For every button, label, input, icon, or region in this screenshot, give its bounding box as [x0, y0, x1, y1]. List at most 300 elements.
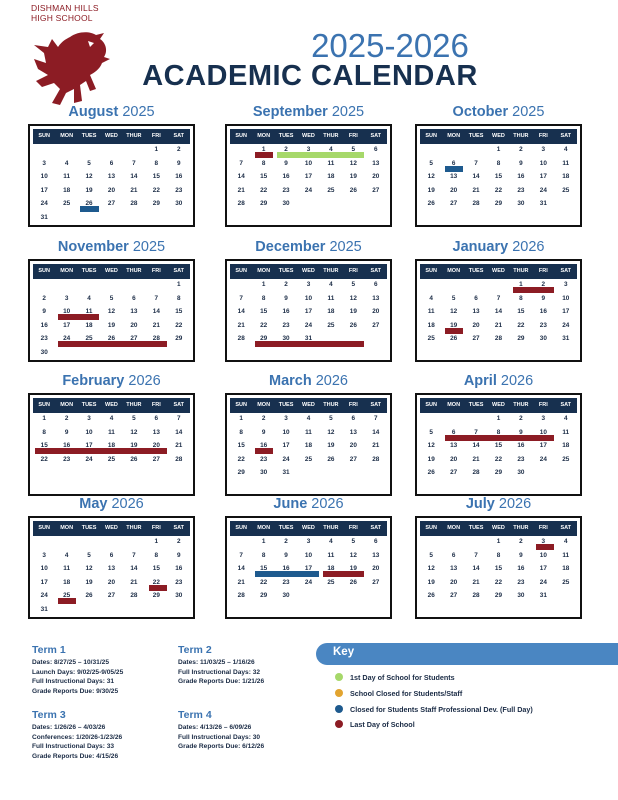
day-cell: 28: [175, 455, 183, 463]
day-cell: [230, 536, 252, 550]
day-cell: 26: [130, 455, 138, 463]
day-cell: 19: [427, 578, 435, 586]
day-cell: 21: [175, 442, 183, 449]
day-cell: 14: [237, 173, 245, 180]
month-title: May 2026: [79, 496, 144, 512]
day-cell: 8: [239, 428, 243, 436]
day-cell: [465, 279, 487, 293]
weekday-label: SAT: [173, 133, 185, 139]
month-september: [225, 102, 392, 227]
weekday-label: SUN: [235, 133, 248, 139]
day-cell: 5: [87, 551, 91, 559]
day-cell: 26: [107, 335, 116, 342]
day-grid: [230, 413, 387, 493]
day-cell: 27: [450, 469, 458, 476]
day-cell: [365, 590, 387, 604]
day-cell: [33, 279, 55, 293]
page-title: ACADEMIC CALENDAR: [142, 60, 478, 92]
day-cell: 22: [152, 578, 160, 586]
day-cell: 4: [64, 159, 69, 167]
day-cell: 17: [304, 308, 313, 315]
key-item-first-day: 1st Day of School for Students: [335, 673, 455, 682]
month-february: [28, 371, 195, 496]
day-cell: [365, 198, 387, 212]
day-cell: 26: [427, 592, 435, 599]
day-cell: 22: [260, 321, 268, 329]
day-cell: 10: [40, 173, 48, 180]
weekday-label: TUES: [81, 133, 97, 139]
day-cell: 1: [42, 415, 46, 422]
weekday-label: SAT: [560, 402, 572, 408]
day-cell: 7: [176, 415, 181, 422]
day-cell: 1: [176, 281, 181, 288]
day-cell: 8: [496, 428, 501, 436]
day-cell: 7: [239, 551, 243, 559]
day-cell: 25: [562, 455, 570, 463]
weekday-label: WED: [105, 402, 118, 408]
day-cell: 28: [237, 335, 245, 342]
weekday-label: WED: [105, 133, 118, 139]
day-cell: 5: [429, 159, 433, 167]
day-cell: [123, 212, 145, 226]
day-cell: 11: [327, 159, 335, 167]
weekday-label: TUES: [468, 402, 484, 408]
weekday-label: THUR: [126, 268, 142, 274]
weekday-label: FRI: [151, 402, 161, 408]
weekday-label: MON: [447, 268, 461, 274]
month-title: January 2026: [452, 239, 545, 255]
day-cell: 3: [541, 538, 546, 545]
day-cell: 5: [351, 146, 356, 153]
weekday-label: FRI: [538, 402, 548, 408]
day-cell: 20: [472, 321, 480, 329]
day-cell: 2: [261, 415, 266, 422]
day-grid: [33, 536, 190, 616]
weekday-label: FRI: [348, 268, 358, 274]
day-cell: 22: [494, 578, 503, 586]
day-cell: 21: [152, 321, 160, 329]
day-cell: 22: [517, 321, 525, 329]
day-grid: [420, 413, 577, 493]
day-cell: [297, 467, 319, 481]
day-cell: 8: [261, 159, 266, 167]
day-cell: 23: [517, 455, 525, 463]
day-cell: 15: [260, 173, 268, 180]
key-header: Key: [316, 643, 618, 665]
day-cell: 22: [494, 455, 503, 463]
day-cell: 10: [63, 308, 71, 315]
day-cell: 6: [109, 551, 114, 559]
day-cell: 29: [152, 592, 160, 599]
day-cell: 7: [132, 159, 136, 167]
day-cell: [55, 604, 77, 618]
day-cell: 11: [63, 565, 71, 572]
day-cell: 16: [282, 308, 290, 315]
day-cell: 29: [494, 592, 503, 599]
day-cell: 11: [327, 551, 335, 559]
day-cell: 7: [154, 294, 159, 302]
day-cell: [33, 144, 55, 158]
day-cell: 15: [40, 442, 48, 449]
day-cell: 2: [64, 415, 69, 422]
day-cell: 9: [519, 159, 523, 167]
day-cell: [320, 590, 342, 604]
day-cell: [123, 279, 145, 293]
day-cell: 16: [539, 308, 547, 315]
weekday-label: SUN: [425, 268, 438, 274]
day-cell: 26: [450, 335, 458, 342]
month-title: March 2026: [268, 373, 348, 389]
day-cell: 12: [427, 565, 435, 572]
day-grid: [420, 536, 577, 616]
day-cell: [100, 536, 122, 550]
weekday-label: TUES: [278, 268, 294, 274]
day-cell: 10: [539, 551, 547, 559]
day-cell: 24: [539, 186, 547, 194]
day-cell: 21: [372, 442, 380, 449]
day-cell: 30: [282, 335, 290, 342]
day-cell: 6: [373, 146, 378, 153]
key-item-school-closed: School Closed for Students/Staff: [335, 689, 462, 698]
day-cell: 29: [260, 335, 268, 342]
day-cell: [123, 536, 145, 550]
day-cell: 29: [494, 469, 503, 476]
day-cell: 15: [494, 173, 503, 180]
day-cell: 27: [372, 578, 380, 586]
month-title: August 2025: [68, 104, 155, 120]
day-cell: 3: [541, 415, 546, 422]
day-cell: 18: [327, 308, 335, 315]
weekday-header: [230, 521, 387, 536]
day-cell: 14: [175, 428, 183, 436]
weekday-label: THUR: [323, 525, 339, 531]
weekday-label: SAT: [560, 525, 572, 531]
day-cell: [145, 279, 167, 293]
day-cell: 13: [349, 428, 357, 436]
day-cell: 30: [282, 200, 290, 207]
day-cell: 28: [472, 200, 480, 207]
day-cell: 14: [237, 308, 245, 315]
weekday-label: SUN: [235, 525, 248, 531]
day-cell: 27: [349, 455, 357, 463]
month-box: [415, 516, 582, 619]
day-cell: [320, 467, 342, 481]
month-title: November 2025: [57, 239, 166, 255]
weekday-header: [230, 129, 387, 144]
day-cell: 17: [539, 173, 547, 180]
day-cell: 6: [132, 294, 136, 302]
day-cell: [342, 467, 364, 481]
day-cell: 19: [349, 308, 357, 315]
day-cell: 15: [152, 565, 160, 572]
day-cell: 12: [349, 294, 357, 302]
day-cell: 11: [427, 308, 435, 315]
day-cell: 23: [282, 186, 290, 194]
weekday-label: SAT: [560, 268, 572, 274]
weekday-header: [230, 398, 387, 413]
day-cell: 21: [472, 455, 480, 463]
day-grid: [33, 413, 190, 493]
day-cell: 16: [517, 565, 525, 572]
day-grid: [230, 536, 387, 616]
weekday-label: SUN: [38, 133, 51, 139]
day-cell: 4: [87, 294, 91, 302]
day-cell: 6: [373, 538, 378, 545]
day-cell: 13: [372, 551, 380, 559]
day-cell: 10: [304, 159, 313, 167]
day-cell: 16: [175, 173, 183, 180]
day-cell: 21: [472, 186, 480, 194]
weekday-label: WED: [302, 525, 315, 531]
day-cell: 30: [517, 200, 525, 207]
day-cell: 9: [42, 308, 46, 315]
day-cell: 19: [107, 321, 116, 329]
day-cell: 2: [176, 146, 181, 153]
day-cell: 27: [450, 200, 458, 207]
day-cell: 14: [152, 308, 160, 315]
day-cell: 2: [519, 415, 523, 422]
day-cell: 25: [327, 578, 335, 586]
month-july: [415, 494, 582, 619]
day-grid: [33, 144, 190, 224]
weekday-label: SAT: [173, 268, 185, 274]
day-cell: [168, 604, 190, 618]
day-cell: 18: [304, 442, 313, 449]
month-box: [415, 124, 582, 227]
month-title: September 2025: [252, 104, 365, 120]
day-cell: 6: [474, 294, 478, 302]
day-cell: 15: [175, 308, 183, 315]
day-cell: 16: [63, 442, 71, 449]
day-cell: [365, 467, 387, 481]
day-cell: 29: [237, 469, 245, 476]
month-title: April 2026: [463, 373, 534, 389]
day-cell: 4: [306, 415, 311, 422]
weekday-label: TUES: [468, 525, 484, 531]
day-cell: 16: [517, 442, 525, 449]
day-cell: 24: [539, 455, 547, 463]
day-cell: 19: [130, 442, 138, 449]
weekday-header: [33, 264, 190, 279]
day-cell: 6: [351, 415, 356, 422]
day-cell: 12: [85, 565, 93, 572]
day-cell: 25: [562, 578, 570, 586]
day-cell: 29: [175, 335, 183, 342]
weekday-header: [420, 129, 577, 144]
day-cell: 7: [132, 551, 136, 559]
weekday-label: MON: [60, 525, 74, 531]
day-cell: 4: [64, 551, 69, 559]
day-cell: 23: [282, 578, 290, 586]
day-cell: 31: [539, 200, 547, 207]
day-cell: [100, 279, 122, 293]
day-cell: 16: [282, 173, 290, 180]
day-cell: 23: [517, 186, 525, 194]
day-cell: 31: [539, 592, 547, 599]
day-cell: 24: [85, 455, 93, 463]
day-grid: [420, 279, 577, 359]
day-cell: 30: [260, 469, 268, 476]
day-cell: 5: [87, 159, 91, 167]
day-cell: 12: [85, 173, 93, 180]
day-cell: 8: [496, 551, 501, 559]
day-cell: 9: [176, 159, 181, 167]
weekday-label: FRI: [538, 525, 548, 531]
day-cell: 12: [349, 159, 357, 167]
day-cell: [33, 536, 55, 550]
day-cell: [487, 279, 509, 293]
day-cell: 15: [237, 442, 245, 449]
day-cell: 24: [40, 592, 48, 599]
month-box: [28, 124, 195, 227]
weekday-label: SUN: [235, 402, 248, 408]
day-cell: 31: [40, 605, 48, 613]
term-1-info: Term 1 Dates: 8/27/25 – 10/31/25 Launch Days: 9/02/25-9/05/25 Full Instructional Days: 31 Grade Reports Due: 9/30/25: [32, 644, 124, 695]
month-title: February 2026: [62, 373, 161, 389]
day-cell: 3: [541, 146, 546, 153]
day-cell: [297, 590, 319, 604]
day-cell: 16: [260, 442, 268, 449]
day-cell: 28: [472, 592, 480, 599]
day-cell: 7: [373, 415, 378, 422]
day-cell: 19: [349, 173, 357, 180]
weekday-label: TUES: [468, 133, 484, 139]
weekday-label: THUR: [126, 133, 142, 139]
weekday-label: WED: [302, 268, 315, 274]
day-cell: 6: [451, 428, 456, 436]
weekday-label: THUR: [323, 133, 339, 139]
day-grid: [230, 279, 387, 359]
day-cell: [168, 212, 190, 226]
weekday-label: THUR: [513, 525, 529, 531]
day-cell: 15: [494, 565, 503, 572]
day-cell: 22: [494, 186, 503, 194]
day-cell: 2: [519, 538, 523, 545]
month-june: [225, 494, 392, 619]
weekday-label: TUES: [278, 525, 294, 531]
red-dot-icon: [335, 720, 343, 728]
day-cell: 23: [282, 321, 290, 329]
day-cell: 2: [541, 281, 546, 288]
day-cell: [465, 536, 487, 550]
day-cell: 10: [304, 551, 313, 559]
day-cell: 9: [261, 428, 266, 436]
day-cell: 15: [260, 565, 268, 572]
month-december: [225, 237, 392, 362]
day-cell: [420, 413, 442, 427]
weekday-label: WED: [492, 402, 505, 408]
day-cell: 2: [284, 281, 288, 288]
day-cell: 19: [450, 321, 458, 329]
month-box: [28, 259, 195, 362]
day-cell: 27: [372, 321, 380, 329]
day-cell: 2: [284, 146, 288, 153]
day-cell: [442, 536, 464, 550]
day-cell: 26: [327, 455, 335, 463]
day-cell: 29: [260, 200, 268, 207]
day-cell: 7: [239, 294, 243, 302]
weekday-label: THUR: [126, 525, 142, 531]
weekday-header: [420, 398, 577, 413]
day-cell: 18: [85, 321, 93, 329]
day-cell: 13: [152, 428, 160, 436]
day-cell: 1: [519, 281, 523, 288]
month-box: [415, 259, 582, 362]
month-title: July 2026: [465, 496, 532, 512]
day-cell: 31: [304, 335, 313, 342]
day-cell: 28: [237, 200, 245, 207]
day-cell: [420, 536, 442, 550]
day-cell: 14: [494, 308, 503, 315]
day-cell: 21: [237, 186, 245, 194]
day-cell: 4: [329, 146, 333, 153]
day-cell: 7: [239, 159, 243, 167]
day-cell: 16: [282, 565, 290, 572]
day-grid: [420, 144, 577, 224]
weekday-label: SUN: [38, 525, 51, 531]
day-cell: [78, 536, 100, 550]
day-cell: 4: [563, 415, 568, 422]
day-cell: 3: [306, 146, 311, 153]
day-cell: 4: [429, 294, 433, 302]
day-cell: 13: [450, 173, 458, 180]
day-cell: 24: [562, 321, 570, 329]
day-cell: 3: [42, 159, 46, 167]
weekday-label: SAT: [370, 525, 382, 531]
key-item-professional-dev: Closed for Students Staff Professional Dev. (Full Day): [335, 705, 533, 714]
day-cell: 3: [284, 415, 288, 422]
day-cell: 5: [109, 294, 114, 302]
day-cell: 1: [154, 538, 159, 545]
day-cell: 20: [372, 173, 380, 180]
day-cell: 28: [494, 335, 503, 342]
weekday-header: [230, 264, 387, 279]
day-cell: 22: [40, 455, 48, 463]
day-cell: 14: [130, 173, 138, 180]
day-cell: 26: [85, 592, 93, 599]
day-cell: 17: [85, 442, 93, 449]
green-dot-icon: [335, 673, 343, 681]
day-cell: [555, 590, 577, 604]
day-cell: [78, 347, 100, 361]
weekday-label: FRI: [538, 133, 548, 139]
day-cell: 5: [132, 415, 136, 422]
day-cell: 2: [42, 294, 46, 302]
day-grid: [230, 144, 387, 224]
school-year: 2025-2026: [311, 27, 469, 64]
day-cell: 15: [152, 173, 160, 180]
day-cell: 17: [63, 321, 71, 329]
day-cell: 18: [63, 186, 71, 194]
month-box: [415, 393, 582, 496]
day-cell: 8: [261, 294, 266, 302]
day-cell: 6: [154, 415, 159, 422]
day-cell: 28: [130, 592, 138, 599]
day-cell: 10: [85, 428, 93, 436]
day-cell: 23: [63, 455, 71, 463]
day-cell: [465, 144, 487, 158]
day-cell: 23: [40, 335, 48, 342]
day-cell: 23: [175, 186, 183, 194]
weekday-label: TUES: [278, 133, 294, 139]
day-cell: 26: [427, 200, 435, 207]
day-cell: 19: [427, 455, 435, 463]
day-cell: 14: [472, 442, 480, 449]
day-cell: 26: [85, 200, 93, 207]
day-cell: [78, 279, 100, 293]
weekday-label: SUN: [425, 133, 438, 139]
day-cell: [230, 279, 252, 293]
